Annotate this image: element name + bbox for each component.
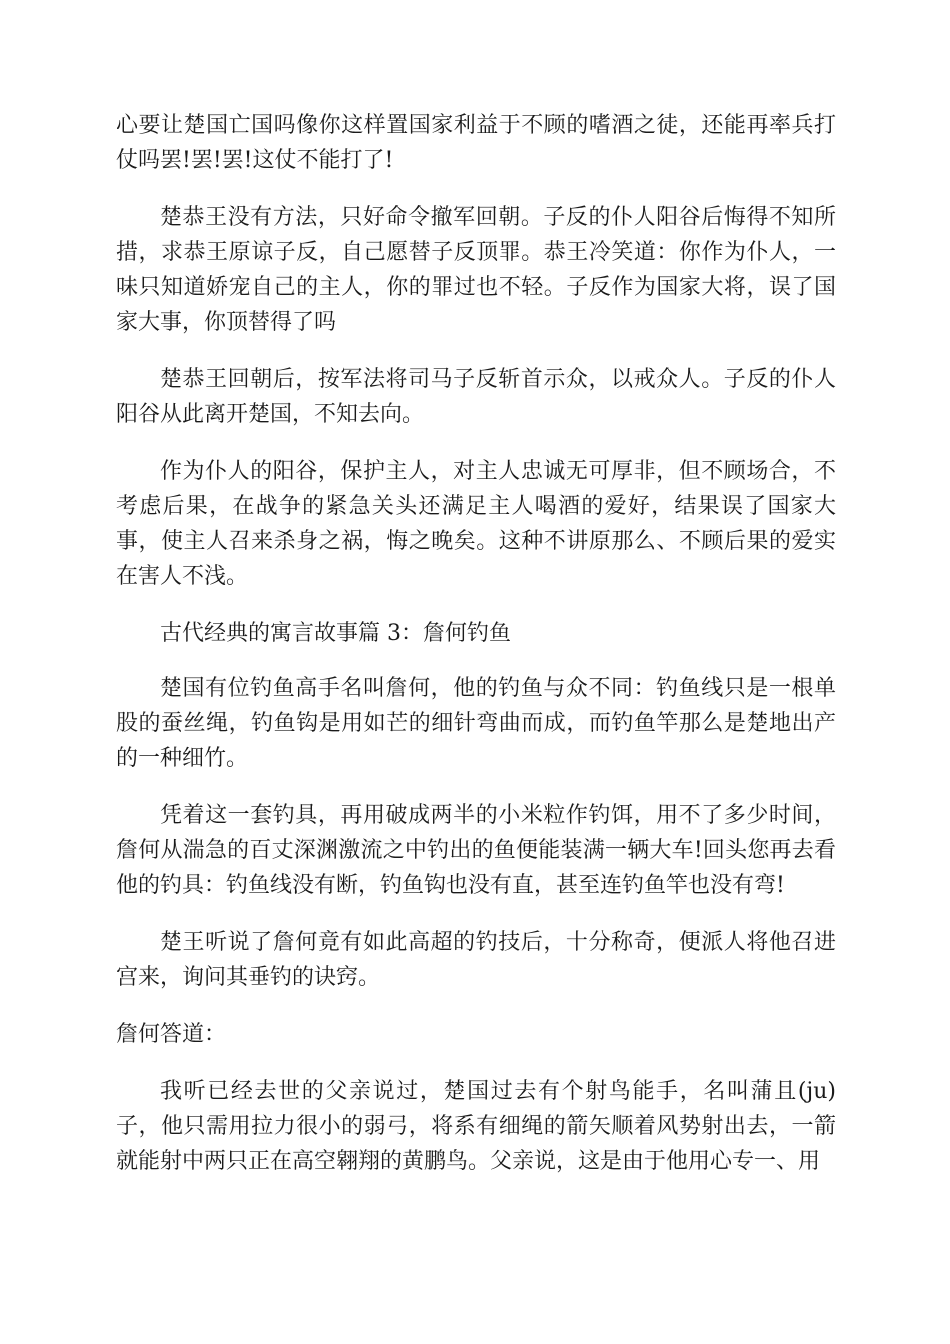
paragraph-6: 凭着这一套钓具，再用破成两半的小米粒作钓饵，用不了多少时间，詹何从湍急的百丈深渊激流之中钓出的鱼便能装满一辆大车!回头您再去看他的钓具：钓鱼线没有断，钓鱼钩也没有直，甚至连钓鱼竿也没有弯!: [116, 803, 836, 898]
section-heading: 古代经典的寓言故事篇 3：詹何钓鱼: [160, 621, 511, 646]
paragraph-2: 楚恭王没有方法，只好命令撤军回朝。子反的仆人阳谷后悔得不知所措，求恭王原谅子反，自己愿替子反顶罪。恭王冷笑道：你作为仆人，一味只知道娇宠自己的主人，你的罪过也不轻。子反作为国家大将，误了国家大事，你顶替得了吗: [116, 205, 836, 335]
paragraph-7: 楚王听说了詹何竟有如此高超的钓技后，十分称奇，便派人将他召进宫来，询问其垂钓的诀窍。: [116, 930, 836, 990]
paragraph-3: 楚恭王回朝后，按军法将司马子反斩首示众，以戒众人。子反的仆人阳谷从此离开楚国，不知去向。: [116, 367, 836, 427]
paragraph-5: 楚国有位钓鱼高手名叫詹何，他的钓鱼与众不同：钓鱼线只是一根单股的蚕丝绳，钓鱼钩是用如芒的细针弯曲而成，而钓鱼竿那么是楚地出产的一种细竹。: [116, 676, 836, 771]
paragraph-4: 作为仆人的阳谷，保护主人，对主人忠诚无可厚非，但不顾场合，不考虑后果，在战争的紧急关头还满足主人喝酒的爱好，结果误了国家大事，使主人召来杀身之祸，悔之晚矣。这种不讲原那么、不顾后果的爱实在害人不浅。: [116, 459, 836, 589]
paragraph-1: 心要让楚国亡国吗像你这样置国家利益于不顾的嗜酒之徒，还能再率兵打仗吗罢!罢!罢!这仗不能打了!: [116, 113, 836, 173]
paragraph-9: 我听已经去世的父亲说过，楚国过去有个射鸟能手，名叫蒲且(ju)子，他只需用拉力很小的弱弓，将系有细绳的箭矢顺着风势射出去，一箭就能射中两只正在高空翱翔的黄鹏鸟。父亲说，这是由于他用心专一、用: [116, 1079, 836, 1174]
document-body: [116, 108, 836, 1201]
paragraph-8: 詹何答道：: [116, 1022, 227, 1047]
